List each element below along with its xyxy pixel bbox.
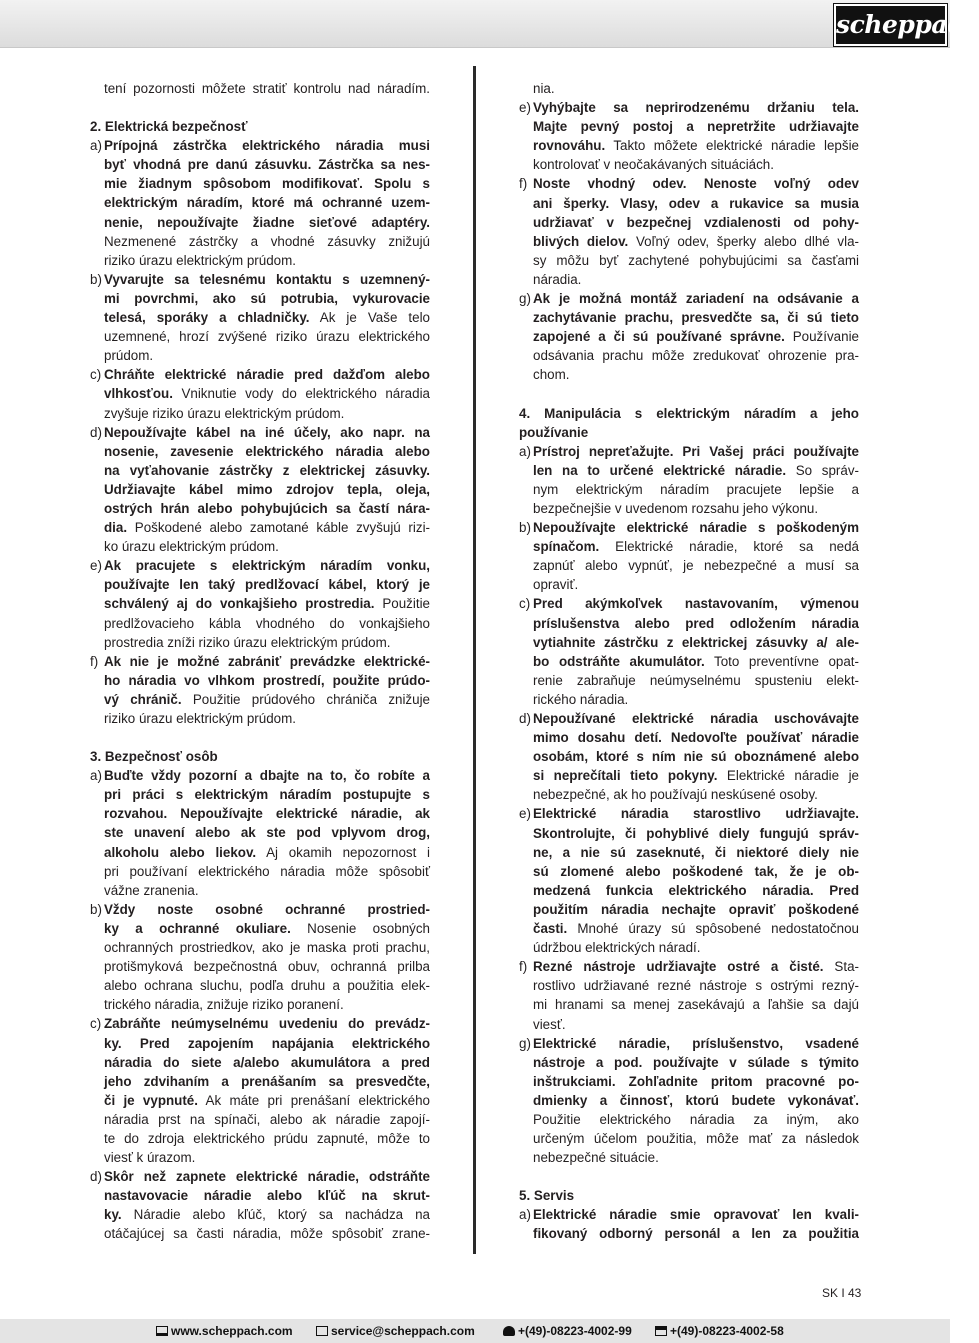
- text-line: [90, 1091, 430, 1110]
- text-line: [519, 1015, 859, 1034]
- bold-text: Elektrické náradie, príslušenstvo, vsadené: [533, 1035, 859, 1051]
- text-line: [90, 461, 430, 480]
- text-line: [519, 1053, 859, 1072]
- text-line: [519, 213, 859, 232]
- text-line: [519, 938, 859, 957]
- bold-text: náradia do siete a/alebo akumulátora a pred: [104, 1054, 430, 1070]
- list-marker: a): [90, 138, 102, 154]
- body-text: Ak je Vaše telo: [309, 310, 430, 326]
- text-line: [90, 709, 430, 728]
- body-text: vážne zranenia.: [104, 882, 199, 898]
- text-line: [90, 671, 430, 690]
- list-marker: d): [519, 711, 531, 726]
- bold-text: Prístroj nepreťažujte. Pri Vašej práci používajte: [533, 443, 859, 459]
- text-line: [90, 995, 430, 1014]
- text-line: [519, 1091, 859, 1110]
- body-text: Voľný odev, šperky alebo dlhé vla-: [628, 233, 859, 249]
- body-text: tení pozornosti môžete stratiť kontrolu nad náradím.: [104, 81, 430, 96]
- text-line: [90, 1186, 430, 1205]
- bold-text: príslušenstva alebo pred odložením náradia: [533, 615, 859, 631]
- list-marker: g): [519, 1035, 531, 1051]
- body-text: zvyšuje riziko úrazu elektrickým prúdom.: [104, 405, 345, 421]
- text-line: [90, 1053, 430, 1072]
- bold-text: ho náradia vo vlhkom prostredí, použite prúdo-: [104, 672, 430, 688]
- bold-text: 3. Bezpečnosť osôb: [90, 749, 218, 765]
- list-marker: a): [519, 1207, 531, 1223]
- text-line: [90, 747, 430, 766]
- body-text: riziko úrazu elektrickým prúdom.: [104, 252, 296, 268]
- body-text: bezpečnejšie v uvedenom rozsahu jeho výkonu.: [533, 500, 819, 516]
- bold-text: spínačom.: [533, 539, 600, 555]
- bold-text: vý chránič.: [104, 691, 182, 707]
- body-text: náradia prst na spínači, alebo ak náradie zapojí-: [104, 1111, 430, 1127]
- text-line: [519, 251, 859, 270]
- list-marker: f): [90, 653, 99, 669]
- brand-logo: scheppach: [834, 4, 947, 46]
- body-text: ko úrazu elektrickým prúdom.: [104, 539, 279, 555]
- bold-text: byť vhodná pre danú zásuvku. Zástrčka sa nes-: [104, 157, 430, 173]
- bold-text: mimo dosahu detí. Nedovoľte používať náradie: [533, 730, 859, 746]
- list-item-line: [90, 423, 430, 442]
- body-text: údržbou elektrických náradí.: [533, 940, 701, 956]
- text-line: [519, 327, 859, 346]
- bold-text: fikovaný odborný personál a len za použitia: [533, 1226, 859, 1242]
- body-text: viesť.: [533, 1016, 566, 1032]
- bold-text: Nepoužívané elektrické náradia uschovávajte: [533, 711, 859, 726]
- text-line: [519, 575, 859, 594]
- body-text: Vniknutie vody do elektrického náradia: [172, 386, 430, 402]
- text-line: [90, 1224, 430, 1243]
- list-marker: f): [519, 176, 528, 192]
- text-line: [519, 194, 859, 213]
- body-text: Používanie: [784, 329, 859, 345]
- text-line: [519, 747, 859, 766]
- text-line: [519, 1072, 859, 1091]
- text-line: [90, 499, 430, 518]
- text-line: [519, 117, 859, 136]
- body-text: prúdom.: [104, 348, 154, 364]
- bold-text: udržiavať v bezpečnej vzdialenosti od pohy-: [533, 214, 859, 230]
- footer-email[interactable]: [316, 1324, 475, 1338]
- body-text: uzemnené, hrozí zvýšené riziko úrazu elektrického: [104, 329, 430, 345]
- text-line: [90, 155, 430, 174]
- text-line: [519, 652, 859, 671]
- list-item-line: [90, 1014, 430, 1033]
- bold-text: Vyhýbajte sa neprirodzenému držaniu tela.: [533, 100, 859, 116]
- body-text: te do zdroja elektrického prúdu zapnuté, môže to: [104, 1130, 430, 1146]
- text-line: [519, 614, 859, 633]
- body-text: Poškodené alebo zamotané káble zvyšujú rizi-: [127, 520, 430, 536]
- text-line: [90, 823, 430, 842]
- text-line: [90, 1110, 430, 1129]
- bold-text: nosenie, zavesenie elektrického náradia alebo: [104, 443, 430, 459]
- text-line: [519, 1148, 859, 1167]
- text-line: [519, 881, 859, 900]
- list-marker: b): [90, 901, 102, 917]
- text-line: [519, 537, 859, 556]
- bold-text: ste unavení alebo ak ste pod vplyvom drog,: [104, 825, 430, 841]
- text-line: [519, 155, 859, 174]
- footer-fax: [655, 1324, 784, 1338]
- bold-text: ky a ochranné okuliare.: [104, 920, 291, 936]
- body-text: kontrolovať v neočakávaných situáciách.: [533, 157, 774, 173]
- text-line: [90, 919, 430, 938]
- body-text: viesť k úrazom.: [104, 1150, 196, 1166]
- text-line: [90, 289, 430, 308]
- list-item-line: [519, 804, 859, 823]
- list-marker: e): [519, 806, 531, 822]
- list-marker: d): [90, 424, 102, 440]
- list-item-line: [90, 766, 430, 785]
- text-line: [90, 785, 430, 804]
- body-text: rostlivo udržiavané rezné nástroje s ostrými rezný-: [533, 978, 859, 994]
- body-text: Elektrické náradie je: [717, 768, 859, 784]
- bold-text: časti.: [533, 921, 568, 937]
- list-item-line: [519, 1205, 859, 1224]
- bold-text: Buďte vždy pozorní a dbajte na to, čo robíte a: [104, 768, 430, 784]
- body-text: mi hranami sa menej zasekávajú a ľahšie sa dajú: [533, 997, 859, 1013]
- text-line: [519, 1129, 859, 1148]
- bold-text: osobám, ktoré s ním nie sú oboznámené alebo: [533, 749, 859, 765]
- body-text: renie zabraňuje neúmyselnému spusteniu elekt-: [533, 672, 859, 688]
- body-text: riziko úrazu elektrickým prúdom.: [104, 711, 296, 726]
- body-text: nebezpečné situácie.: [533, 1150, 659, 1166]
- list-item-line: [90, 136, 430, 155]
- list-item-line: [519, 442, 859, 461]
- bold-text: Majte pevný postoj a nepretržite udržiavajte: [533, 119, 859, 135]
- body-text: nym elektrickým náradím pracujete lepšie a: [533, 481, 859, 497]
- bold-text: používanie: [519, 424, 589, 440]
- phone-number: +(49)-08223-4002-99: [518, 1324, 632, 1338]
- bold-text: vytiahnite zástrčku z elektrickej zásuvky a/ ale-: [533, 634, 859, 650]
- body-text: trického náradia, znižuje riziko poranení.: [104, 997, 344, 1013]
- list-item-line: [519, 98, 859, 117]
- footer-bar: [0, 1319, 950, 1343]
- body-text: Elektrické náradie, ktoré sa nedá: [599, 539, 859, 555]
- text-line: [519, 785, 859, 804]
- text-line: [519, 79, 859, 98]
- list-item-line: [90, 900, 430, 919]
- bold-text: Vždy noste osobné ochranné prostried-: [104, 901, 430, 917]
- bold-text: 5. Servis: [519, 1188, 575, 1204]
- bold-text: Zabráňte neúmyselnému uvedeniu do prevádz-: [104, 1016, 430, 1032]
- text-line: [90, 537, 430, 556]
- list-marker: d): [90, 1169, 102, 1185]
- body-text: Ak máte pri prenášaní elektrického: [197, 1092, 430, 1108]
- computer-icon: [156, 1326, 168, 1336]
- list-item-line: [519, 594, 859, 613]
- bold-text: používajte len taký predlžovací kábel, ktorý je: [104, 577, 430, 593]
- list-marker: e): [519, 100, 531, 116]
- left-column: [90, 79, 430, 1244]
- bold-text: rozvahou. Nepoužívajte elektrické náradie, ak: [104, 806, 430, 822]
- list-item-line: [90, 556, 430, 575]
- bold-text: dmienky a činnosť, ktorú budete vykonávať.: [533, 1092, 859, 1108]
- bold-text: ky.: [104, 1207, 122, 1223]
- bold-text: či je vypnuté.: [104, 1092, 198, 1108]
- footer-website[interactable]: [156, 1324, 293, 1338]
- bold-text: nastavovacie náradie alebo kľúč na skrut-: [104, 1188, 430, 1204]
- text-line: [90, 633, 430, 652]
- bold-text: vlhkosťou.: [104, 386, 173, 402]
- text-line: [90, 346, 430, 365]
- bold-text: bo odstráňte akumulátor.: [533, 653, 705, 669]
- body-text: určeným účelom použitia, môže mať za následok: [533, 1131, 859, 1147]
- text-line: [519, 843, 859, 862]
- bold-text: 4. Manipulácia s elektrickým náradím a jeho: [519, 405, 859, 421]
- body-text: chom.: [533, 367, 570, 383]
- text-line: [90, 804, 430, 823]
- body-text: protišmyková bezpečnostná obuv, ochranná prilba: [104, 959, 430, 975]
- bold-text: si neprečítali tieto pokyny.: [533, 768, 718, 784]
- text-line: [90, 79, 430, 98]
- list-marker: c): [519, 596, 531, 612]
- bold-text: Rezné nástroje udržiavajte ostré a čisté.: [533, 959, 824, 975]
- list-item-line: [90, 1167, 430, 1186]
- bold-text: Prípojná zástrčka elektrického náradia musi: [104, 138, 430, 154]
- text-line: [90, 843, 430, 862]
- bold-text: ne, a nie sú zaseknuté, či niektoré diely nie: [533, 844, 859, 860]
- text-line: [519, 423, 859, 442]
- list-marker: e): [90, 558, 102, 574]
- text-line: [90, 614, 430, 633]
- body-text: Nosenie osobných: [290, 920, 430, 936]
- right-column: [519, 79, 859, 1244]
- paragraph-gap: [519, 385, 859, 404]
- text-line: [90, 1129, 430, 1148]
- text-line: [90, 881, 430, 900]
- text-line: [90, 575, 430, 594]
- list-marker: b): [519, 520, 531, 536]
- list-item-line: [519, 709, 859, 728]
- paragraph-gap: [90, 98, 430, 117]
- bold-text: rovnováhu.: [533, 138, 606, 154]
- paragraph-gap: [519, 1167, 859, 1186]
- text-line: [90, 690, 430, 709]
- list-marker: f): [519, 959, 528, 975]
- text-line: [519, 633, 859, 652]
- paragraph-gap: [90, 728, 430, 747]
- text-line: [90, 862, 430, 881]
- fax-number: +(49)-08223-4002-58: [670, 1324, 784, 1338]
- text-line: [90, 251, 430, 270]
- bold-text: Chráňte elektrické náradie pred dažďom alebo: [104, 367, 430, 383]
- list-item-line: [519, 1034, 859, 1053]
- bold-text: Nepoužívajte elektrické náradie s poškodeným: [533, 520, 859, 536]
- list-marker: b): [90, 271, 102, 287]
- bold-text: ky. Pred zapojením napájania elektrického: [104, 1035, 430, 1051]
- list-marker: a): [519, 443, 531, 459]
- text-line: [90, 1205, 430, 1224]
- text-line: [90, 938, 430, 957]
- bold-text: len na to určené elektrické náradie.: [533, 462, 787, 478]
- bold-text: Ak nie je možné zabrániť prevádzke elektrické-: [104, 653, 430, 669]
- bold-text: na vyťahovanie zástrčky z elektrickej zásuvky.: [104, 462, 430, 478]
- body-text: rického náradia.: [533, 691, 629, 707]
- text-line: [519, 556, 859, 575]
- text-line: [90, 1034, 430, 1053]
- bold-text: použitím náradia nechajte opraviť poškodené: [533, 901, 859, 917]
- list-marker: g): [519, 291, 531, 307]
- list-item-line: [90, 365, 430, 384]
- bold-text: Ak je možná montáž zariadení na odsávanie a: [533, 291, 859, 307]
- body-text: odsávania prachu môže zredukovať ohrozenie pra-: [533, 348, 859, 364]
- bold-text: elektrickým náradím, ktoré má ochranné uzem-: [104, 195, 430, 211]
- bold-text: mie žiadnym spôsobom modifikovať. Spolu s: [104, 176, 430, 192]
- bold-text: zapojené a či sú používané správne.: [533, 329, 785, 345]
- body-text: Použitie: [374, 596, 430, 612]
- bold-text: jeho zdvihaním a prenášaním sa presvedčte,: [104, 1073, 430, 1089]
- bold-text: nástroje a pod. používajte v súlade s týmito: [533, 1054, 859, 1070]
- text-line: [519, 136, 859, 155]
- text-line: [519, 404, 859, 423]
- body-text: Sta-: [823, 959, 859, 975]
- list-item-line: [90, 270, 430, 289]
- text-line: [519, 862, 859, 881]
- text-line: [519, 1110, 859, 1129]
- bold-text: mi povrchmi, ako sú potrubia, vykurovacie: [104, 290, 430, 306]
- body-text: Mnohé úrazy sú spôsobené nedostatočnou: [567, 921, 859, 937]
- text-line: [90, 1148, 430, 1167]
- text-line: [519, 995, 859, 1014]
- bold-text: Skontrolujte, či pohyblivé diely fungujú správ-: [533, 825, 859, 841]
- text-line: [519, 919, 859, 938]
- body-text: Použitie elektrického náradia za iným, ako: [533, 1111, 859, 1127]
- bold-text: Noste vhodný odev. Nenoste voľný odev: [533, 176, 859, 192]
- bold-text: Nepoužívajte kábel na iné účely, ako napr. na: [104, 424, 430, 440]
- text-line: [90, 384, 430, 403]
- bold-text: zachytávanie prachu, presvedčte sa, či sú tieto: [533, 310, 859, 326]
- text-line: [90, 327, 430, 346]
- text-line: [519, 1186, 859, 1205]
- bold-text: medzená funkcia elektrického náradia. Pred: [533, 882, 859, 898]
- list-marker: a): [90, 768, 102, 784]
- bold-text: telesá, sporáky a chladničky.: [104, 310, 310, 326]
- email-link[interactable]: service@scheppach.com: [331, 1324, 475, 1338]
- text-line: [90, 442, 430, 461]
- bold-text: dia.: [104, 520, 128, 536]
- body-text: sy môžu byť zachytené pohybujúcimi sa časťami: [533, 252, 859, 268]
- text-line: [519, 461, 859, 480]
- text-line: [90, 193, 430, 212]
- body-text: ochranných prostriedkov, ako je maska proti prachu,: [104, 940, 430, 956]
- bold-text: 2. Elektrická bezpečnosť: [90, 119, 248, 135]
- text-line: [90, 1072, 430, 1091]
- bold-text: sú zlomené alebo poškodené tak, že je ob-: [533, 863, 859, 879]
- bold-text: Pred akýmkoľvek nastavovaním, výmenou: [533, 596, 859, 612]
- list-item-line: [90, 652, 430, 671]
- text-line: [90, 518, 430, 537]
- list-item-line: [519, 289, 859, 308]
- header-band: [0, 0, 979, 48]
- text-line: [90, 404, 430, 423]
- bold-text: Elektrické náradie smie opravovať len kvali-: [533, 1207, 859, 1223]
- text-line: [519, 1224, 859, 1243]
- text-line: [90, 480, 430, 499]
- text-line: [519, 365, 859, 384]
- text-line: [90, 976, 430, 995]
- bold-text: blivých dielov.: [533, 233, 629, 249]
- body-text: Aj okamih nepozornost i: [256, 844, 430, 860]
- text-line: [519, 976, 859, 995]
- bold-text: Udržiavajte kábel mimo zdrojov tepla, oleja,: [104, 481, 430, 497]
- list-item-line: [519, 957, 859, 976]
- text-line: [90, 213, 430, 232]
- list-item-line: [519, 174, 859, 193]
- text-line: [90, 957, 430, 976]
- phone-icon: [503, 1326, 515, 1336]
- text-line: [519, 728, 859, 747]
- bold-text: Skôr než zapnete elektrické náradie, odstráňte: [104, 1169, 430, 1185]
- body-text: Náradie alebo kľúč, ktorý sa nachádza na: [121, 1207, 430, 1223]
- text-line: [90, 174, 430, 193]
- text-line: [519, 346, 859, 365]
- body-text: náradia.: [533, 271, 582, 287]
- body-text: nebezpečné, ak ho používajú neskúsené osoby.: [533, 787, 818, 803]
- bold-text: Vyvarujte sa telesnému kontaktu s uzemnený-: [104, 271, 430, 287]
- bold-text: ani šperky. Vlasy, odev a rukavice sa musia: [533, 195, 859, 211]
- text-line: [519, 766, 859, 785]
- text-line: [519, 900, 859, 919]
- text-line: [519, 671, 859, 690]
- footer-phone: [503, 1324, 632, 1338]
- bold-text: pri práci s elektrickým náradím postupujte s: [104, 787, 430, 803]
- bold-text: Ak pracujete s elektrickým náradím vonku,: [104, 558, 430, 574]
- bold-text: alkoholu alebo liekov.: [104, 844, 257, 860]
- page-number: SK I 43: [822, 1286, 862, 1300]
- list-marker: c): [90, 367, 102, 383]
- body-text: opraviť.: [533, 577, 579, 593]
- body-text: Takto môžete elektrické náradie lepšie: [605, 138, 859, 154]
- bold-text: ostrých hrán alebo pohybujúcich sa častí nára-: [104, 500, 430, 516]
- text-line: [519, 270, 859, 289]
- bold-text: schválený aj do vonkajšieho prostredia.: [104, 596, 375, 612]
- body-text: nia.: [533, 81, 555, 96]
- column-divider: [473, 66, 476, 1254]
- bold-text: Elektrické náradia starostlivo udržiavajte.: [533, 806, 859, 822]
- body-text: So správ-: [786, 462, 859, 478]
- text-line: [90, 308, 430, 327]
- text-line: [519, 824, 859, 843]
- body-text: Použitie prúdového chrániča znižuje: [181, 691, 431, 707]
- text-line: [519, 480, 859, 499]
- fax-icon: [655, 1326, 667, 1336]
- text-line: [519, 690, 859, 709]
- bold-text: inštrukciami. Zohľadnite pritom pracovné po-: [533, 1073, 859, 1089]
- body-text: Toto preventívne opat-: [704, 653, 859, 669]
- text-line: [519, 232, 859, 251]
- envelope-icon: [316, 1326, 328, 1336]
- body-text: pri používaní elektrického náradia môže spôsobiť: [104, 863, 430, 879]
- text-line: [90, 232, 430, 251]
- body-text: prostredia zníži riziko úrazu elektrickým prúdom.: [104, 634, 391, 650]
- text-line: [90, 117, 430, 136]
- body-text: predlžovacieho kábla vhodného do vonkajšieho: [104, 615, 430, 631]
- list-marker: c): [90, 1016, 102, 1032]
- list-item-line: [519, 518, 859, 537]
- body-text: alebo ochrana sluchu, podľa druhu a použitia elek-: [104, 978, 430, 994]
- text-line: [519, 499, 859, 518]
- website-link[interactable]: www.scheppach.com: [171, 1324, 293, 1338]
- bold-text: nenie, nepoužívajte žiadne sieťové adaptéry.: [104, 214, 430, 230]
- body-text: zapnúť alebo vypnúť, je nebezpečné a musí sa: [533, 558, 859, 574]
- text-line: [519, 308, 859, 327]
- body-text: otáčajúcej sa časti náradia, môže spôsobiť zrane-: [104, 1226, 430, 1242]
- body-text: Nezmenené zástrčky a vhodné zásuvky znižujú: [104, 233, 430, 249]
- text-line: [90, 594, 430, 613]
